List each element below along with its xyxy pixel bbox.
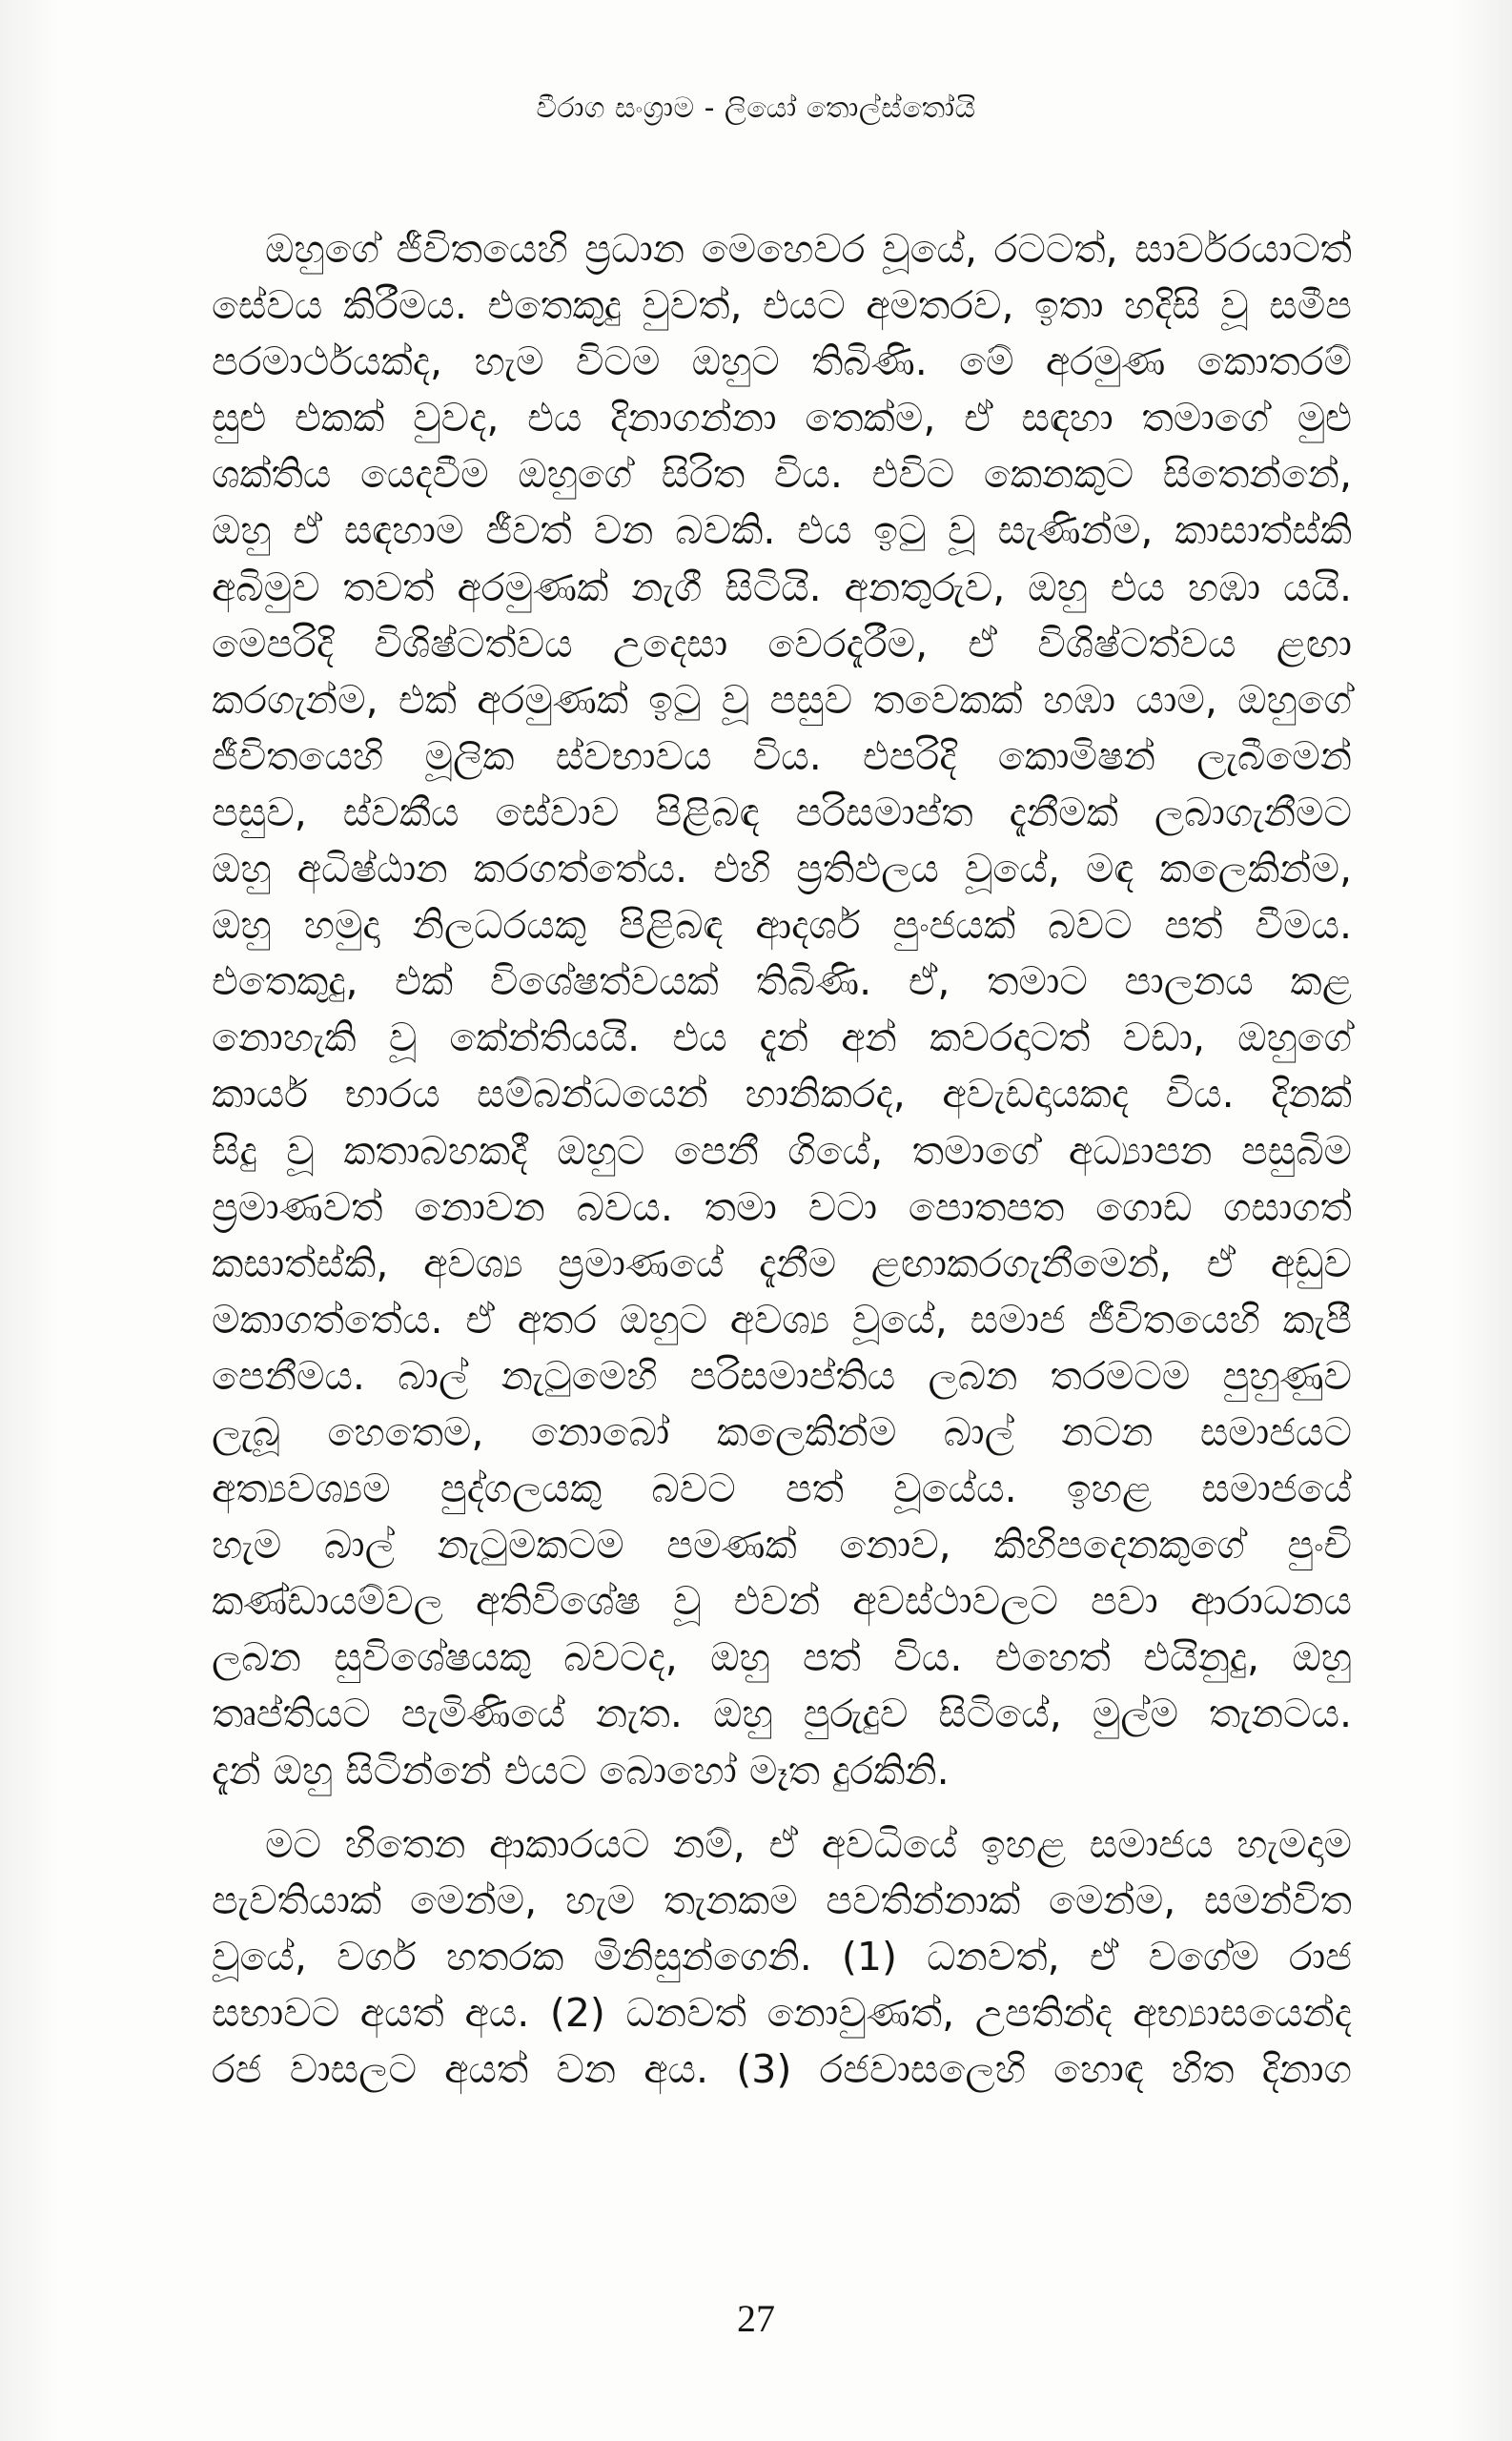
text-line: සුළු එකක් වුවද, එය දිනාගන්නා තෙක්ම, ඒ සඳහා තමාගේ මුළු (212, 395, 1352, 441)
text-line: පෙනීමය. බාල් නැටුමෙහි පරිසමාප්තිය ලබන තරමටම පුහුණුව (212, 1352, 1352, 1399)
paragraph-1 (212, 221, 1352, 1799)
text-line: මකාගත්තේය. ඒ අතර ඔහුට අවශ්‍ය වූයේ, සමාජ ජීවිතයෙහි කැපී (212, 1296, 1352, 1343)
paragraph-2 (212, 1816, 1352, 2098)
text-line: කණ්ඩායම්වල අතිවිශේෂ වූ එවන් අවස්ථාවලට පවා ආරාධනය (212, 1578, 1352, 1625)
text-line: කසාත්ස්කි, අවශ්‍ය ප්‍රමාණයේ දැනීම ළඟාකරගැනීමෙන්, ඒ අඩුව (212, 1240, 1352, 1286)
body-text (212, 221, 1352, 2098)
text-line: ඔහු ඒ සඳහාම ජීවත් වන බවකි. එය ඉටු වූ සැණින්ම, කාසාත්ස්කි (212, 507, 1352, 554)
text-line: ඔහු අධිෂ්ඨාන කරගත්තේය. එහි ප්‍රතිඵලය වූයේ, මඳ කලෙකින්ම, (212, 846, 1352, 892)
text-line: සේවය කිරීමය. එතෙකුදු වුවත්, එයට අමතරව, ඉතා හදිසි වූ සමීප (212, 282, 1352, 329)
text-line: ශක්තිය යෙදවීම ඔහුගේ සිරිත විය. එවිට කෙනකුට සිතෙන්නේ, (212, 451, 1352, 498)
text-line: හැම බාල් නැටුමකටම පමණක් නොව, කිහිපදෙනකුගේ පුංචි (212, 1522, 1352, 1569)
text-line: වූයේ, වර්ග හතරක මිනිසුන්ගෙනි. (1) ධනවත්, ඒ වගේම රාජ (212, 1933, 1352, 1979)
running-header: වීරාග සංග්‍රාම - ලියෝ තොල්ස්තෝයි (536, 92, 976, 125)
text-line: ඔහුගේ ජීවිතයෙහි ප්‍රධාන මෙහෙවර වූයේ, රටටත්, සාර්වරයාටත් (265, 226, 1352, 272)
text-line: තෘප්තියට පැමිණියේ නැත. ඔහු පුරුදුව සිටියේ, මුල්ම තැනටය. (212, 1691, 1352, 1737)
text-line: පසුව, ස්වකීය සේවාව පිළිබඳ පරිසමාප්ත දැනීමක් ලබාගැනීමට (212, 789, 1352, 835)
text-line: අත්‍යවශ්‍යම පුද්ගලයකු බවට පත් වූයේය. ඉහළ සමාජයේ (212, 1466, 1352, 1512)
text-line: නොහැකි වූ කේන්තියයි. එය දැන් අන් කවරදාටත් වඩා, ඔහුගේ (212, 1015, 1352, 1061)
text-line: ලබන සුවිශේෂයකු බවටද, ඔහු පත් විය. එහෙත් එයිනුදු, ඔහු (212, 1634, 1352, 1681)
text-line: ජීවිතයෙහි මූලික ස්වභාවය විය. එපරිදි කොමිෂන් ලැබීමෙන් (212, 732, 1352, 779)
text-line: ලැබූ හෙතෙම, නොබෝ කලෙකින්ම බාල් නටන සමාජයට (212, 1408, 1352, 1455)
text-line: කාර්ය භාරය සම්බන්ධයෙන් හානිකරද, අවැඩදායකද විය. දිනක් (212, 1071, 1352, 1118)
text-line: රජ වාසලට අයත් වන අය. (3) රජවාසලෙහි හොඳ හිත දිනාග (212, 2046, 1352, 2092)
text-line: පරමාර්ථයක්ද, හැම විටම ඔහුට තිබිණි. මේ අරමුණ කොතරම් (212, 338, 1352, 385)
text-line: අබිමුව තවත් අරමුණක් නැගී සිටියි. අනතුරුව, ඔහු එය හඹා යයි. (212, 564, 1352, 610)
page-number: 27 (737, 2297, 775, 2340)
text-line: දැන් ඔහු සිටින්නේ එයට බොහෝ මෑත දුරකිනි. (212, 1747, 950, 1794)
text-line: එතෙකුදු, එක් විශේෂත්වයක් තිබිණි. ඒ, තමාට පාලනය කළ (212, 958, 1352, 1005)
text-line: සභාවට අයත් අය. (2) ධනවත් නොවුණත්, උපතින්ද අභ්‍යාසයෙන්ද (212, 1989, 1352, 2036)
text-line: මෙපරිදි විශිෂ්ටත්වය උදෙසා වෙරදැරීම, ඒ විශිෂ්ටත්වය ළඟා (212, 620, 1352, 667)
text-line: ප්‍රමාණවත් නොවන බවය. තමා වටා පොතපත ගොඩ ගසාගත් (212, 1183, 1352, 1230)
text-line: කරගැන්ම, එක් අරමුණක් ඉටු වූ පසුව තවෙකක් හඹා යාම, ඔහුගේ (212, 676, 1352, 723)
text-line: ඔහු හමුදා නිලධරයකු පිළිබඳ ආදර්ශ පුංජයක් බවට පත් වීමය. (212, 902, 1352, 949)
text-line: සිදු වූ කතාබහකදී ඔහුට පෙනී ගියේ, තමාගේ අධ්‍යාපන පසුබිම (212, 1127, 1352, 1174)
text-line: පැවතියාක් මෙන්ම, හැම තැනකම පවතින්නාක් මෙන්ම, සමන්විත (212, 1877, 1352, 1923)
text-line: මට හිතෙන ආකාරයට නම්, ඒ අවධියේ ඉහළ සමාජය හැමදාම (265, 1820, 1352, 1867)
